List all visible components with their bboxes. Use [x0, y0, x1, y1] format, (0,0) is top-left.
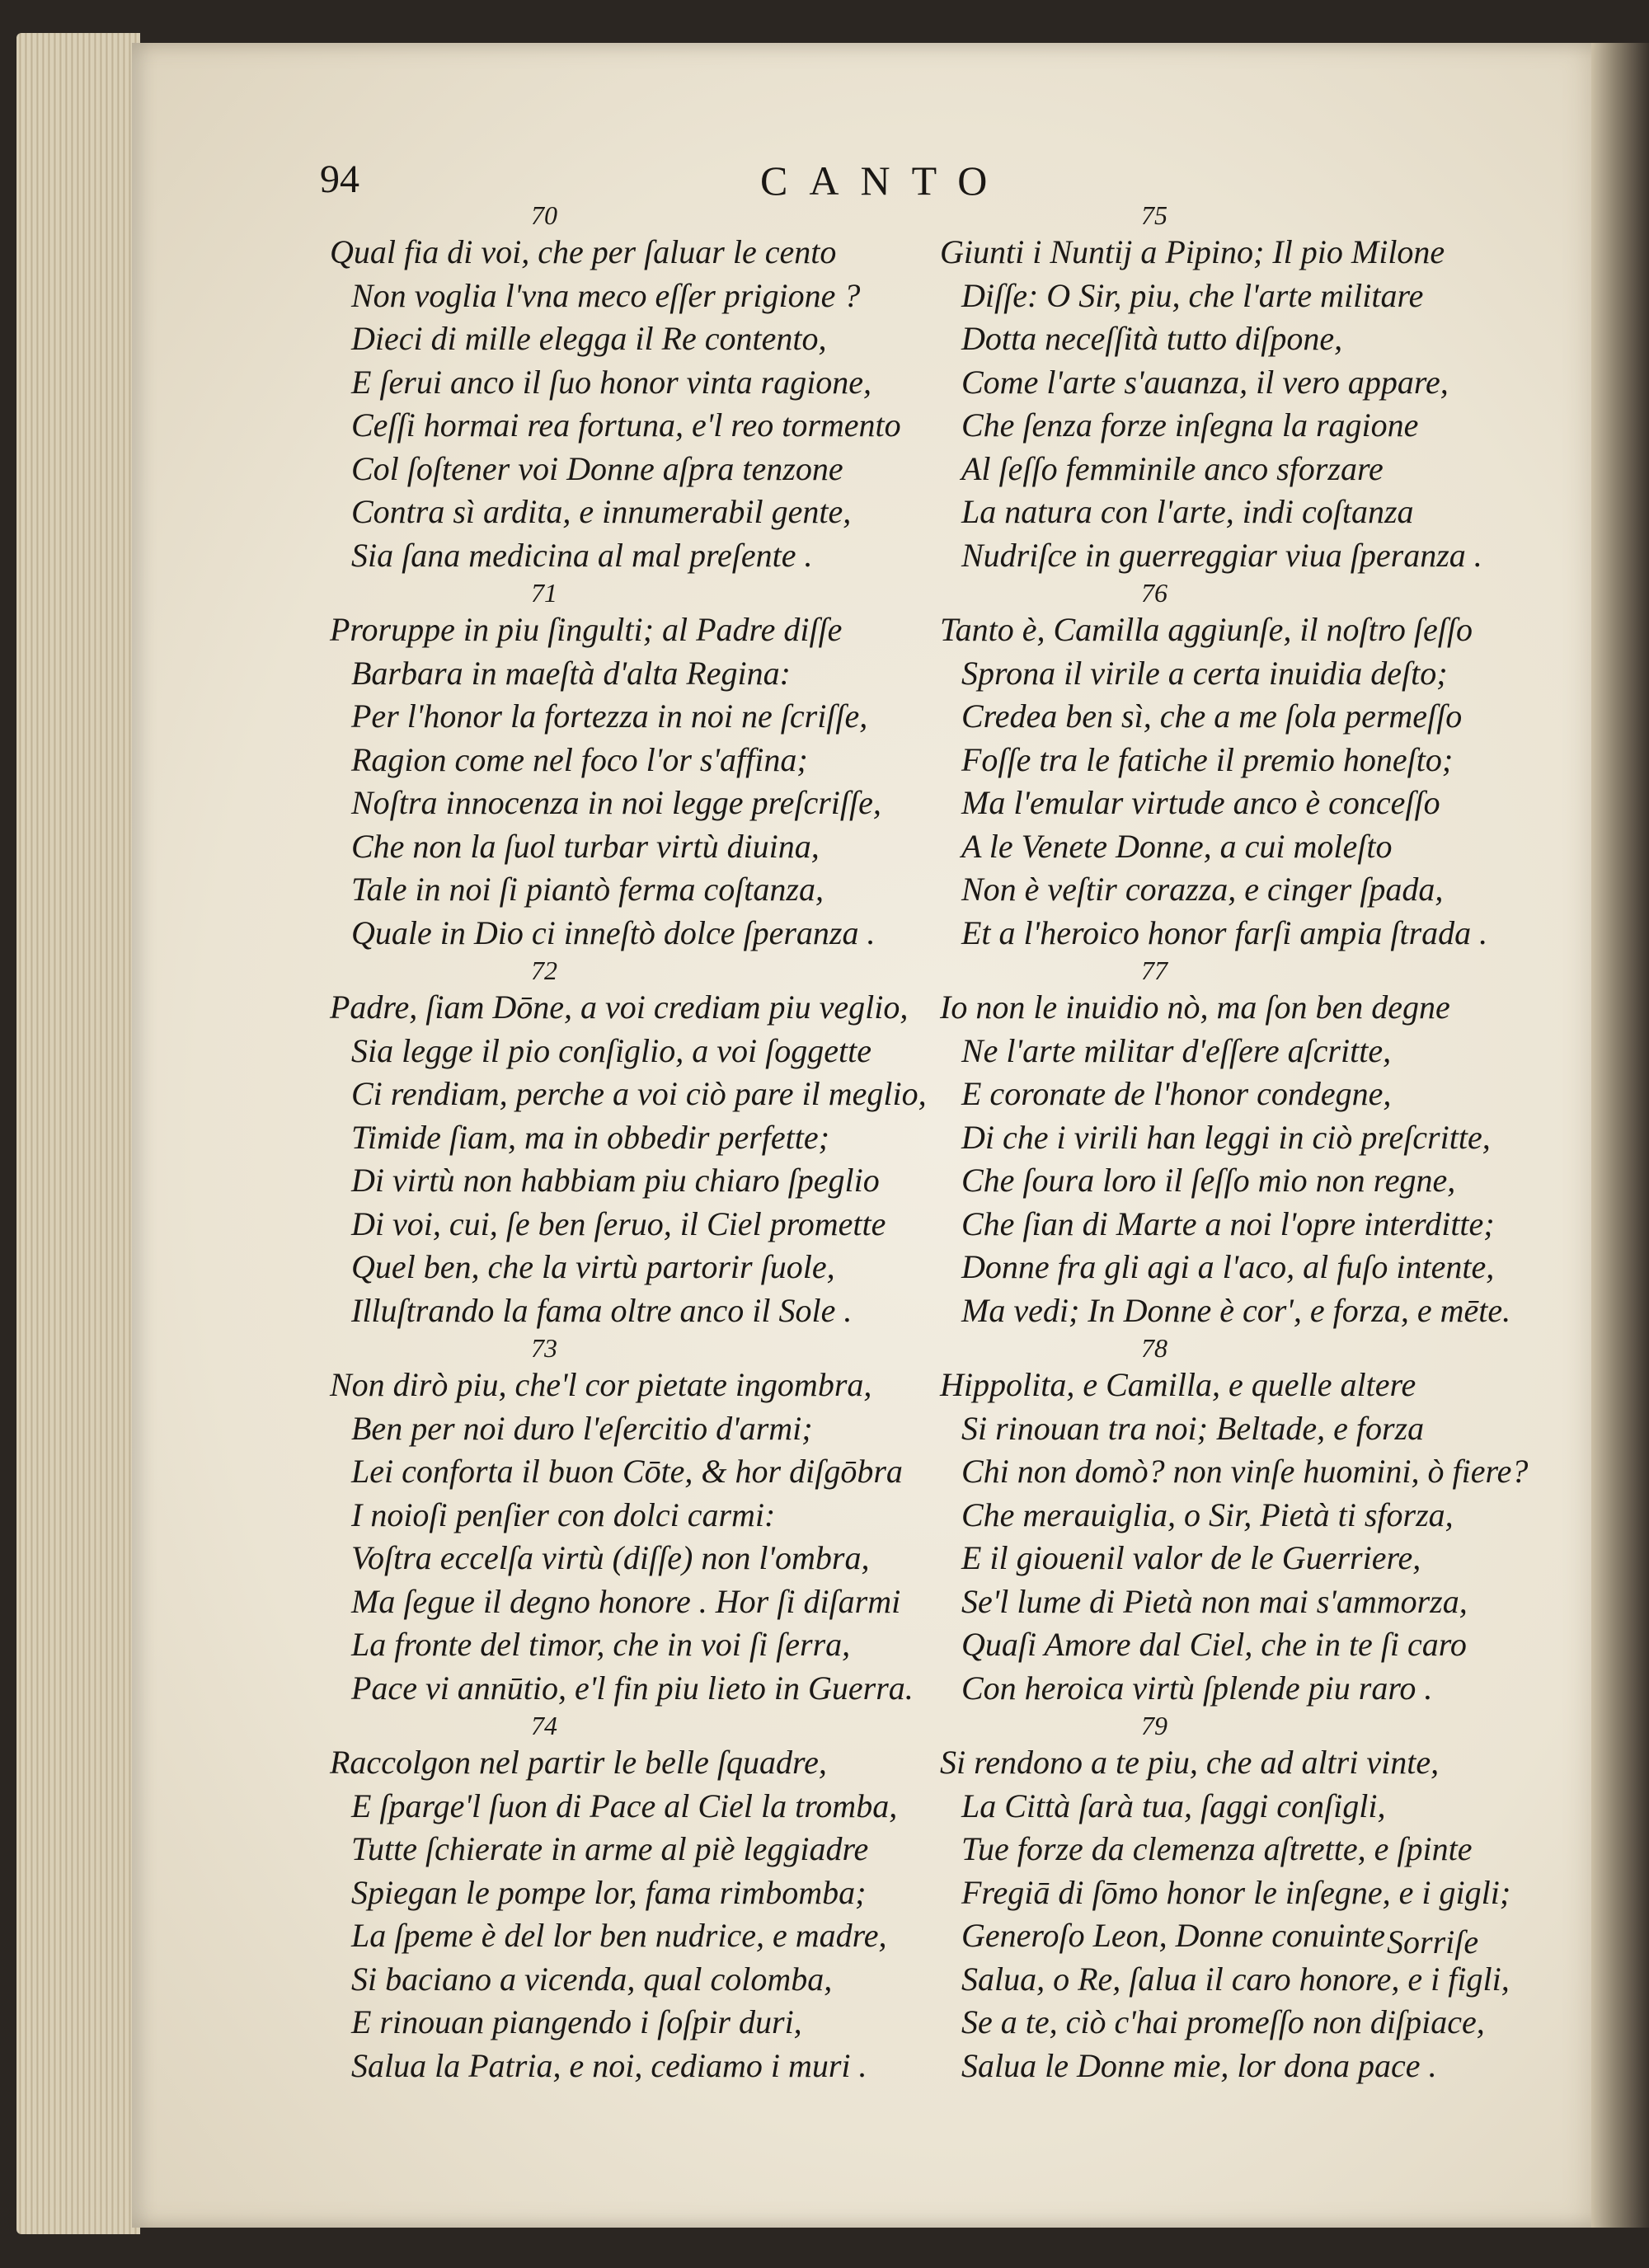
- verse-line: Quaſi Amore dal Ciel, che in te ſi caro: [961, 1626, 1467, 1663]
- verse-line: Hippolita, e Camilla, e quelle altere: [940, 1366, 1416, 1403]
- verse-line: Foſſe tra le fatiche il premio honeſto;: [961, 740, 1454, 778]
- verse-line: Voſtra eccelſa virtù (diſſe) non l'ombra,: [351, 1539, 870, 1576]
- stanza: [330, 577, 907, 955]
- verse-line: Si baciano a vicenda, qual colomba,: [351, 1960, 833, 1998]
- verse-line: Ceſſi hormai rea fortuna, e'l reo tormento: [351, 406, 901, 444]
- verse-line: Proruppe in piu ſingulti; al Padre diſſe: [330, 611, 843, 648]
- stanza: [330, 1332, 914, 1710]
- verse-line: Donne fra gli agi a l'aco, al fuſo intente,: [961, 1248, 1495, 1285]
- verse-line: Ma ſegue il degno honore . Hor ſi diſarmi: [351, 1582, 901, 1620]
- verse-line: Che ſenza forze inſegna la ragione: [961, 406, 1419, 444]
- verse-line: Con heroica virtù ſplende piu raro .: [961, 1669, 1433, 1707]
- verse-line: Se a te, ciò c'hai promeſſo non diſpiace,: [961, 2003, 1485, 2040]
- verse-line: Ma vedi; In Donne è cor', e forza, e mēte.: [961, 1291, 1511, 1329]
- verse-line: Come l'arte s'auanza, il vero appare,: [961, 363, 1449, 401]
- verse-line: Lei conforta il buon Cōte, & hor diſgōbra: [351, 1453, 903, 1490]
- verse-line: E ſerui anco il ſuo honor vinta ragione,: [351, 363, 872, 401]
- stanza-number: 76: [1141, 578, 1167, 608]
- verse-line: Contra sì ardita, e innumerabil gente,: [351, 493, 852, 530]
- stanza-number: 74: [531, 1711, 557, 1740]
- verse-line: I noioſi penſier con dolci carmi:: [351, 1496, 776, 1533]
- verse-line: Fregiā di ſōmo honor le inſegne, e i gigli;: [961, 1873, 1511, 1911]
- verse-line: Qual fia di voi, che per ſaluar le cento: [330, 233, 837, 270]
- verse-line: Si rendono a te piu, che ad altri vinte,: [940, 1744, 1440, 1781]
- verse-line: Ben per noi duro l'eſercitio d'armi;: [351, 1409, 813, 1447]
- verse-line: Non dirò piu, che'l cor pietate ingombra,: [330, 1366, 872, 1403]
- verse-line: Padre, ſiam Dōne, a voi crediam piu veglio,: [330, 988, 909, 1026]
- stanza-number: 79: [1141, 1711, 1167, 1740]
- stanza: [940, 955, 1517, 1332]
- verse-line: Di voi, cui, ſe ben ſeruo, il Ciel promette: [351, 1204, 886, 1242]
- page-number: 94: [320, 157, 359, 201]
- stanza-number: 71: [531, 578, 557, 608]
- verse-line: Salua, o Re, ſalua il caro honore, e i figli,: [961, 1960, 1510, 1998]
- verse-line: Tue forze da clemenza aſtrette, e ſpinte: [961, 1830, 1473, 1867]
- verse-line: Si rinouan tra noi; Beltade, e forza: [961, 1409, 1425, 1447]
- verse-line: E ſparge'l ſuon di Pace al Ciel la tromba,: [351, 1787, 898, 1824]
- verse-line: La Città ſarà tua, ſaggi conſigli,: [961, 1787, 1386, 1824]
- verse-line: Generoſo Leon, Donne conuinte: [961, 1917, 1385, 1954]
- verse-line: Col ſoſtener voi Donne aſpra tenzone: [351, 449, 843, 487]
- verse-line: La ſpeme è del lor ben nudrice, e madre,: [351, 1917, 887, 1954]
- verse-line: A le Venete Donne, a cui moleſto: [961, 827, 1393, 865]
- verse-line: Diſſe: O Sir, piu, che l'arte militare: [961, 276, 1424, 314]
- left-column: [330, 200, 927, 2087]
- stanza-number: 75: [1141, 200, 1167, 230]
- verse-line: Se'l lume di Pietà non mai s'ammorza,: [961, 1582, 1468, 1620]
- verse-line: Raccolgon nel partir le belle ſquadre,: [330, 1744, 827, 1781]
- stanza-number: 72: [531, 956, 557, 985]
- verse-line: Per l'honor la fortezza in noi ne ſcriſſe,: [351, 697, 868, 735]
- verse-line: Che merauiglia, o Sir, Pietà ti sforza,: [961, 1496, 1454, 1533]
- verse-line: Salua la Patria, e noi, cediamo i muri .: [351, 2046, 867, 2084]
- stanza: [330, 200, 907, 577]
- catchword: Sorriſe: [1387, 1923, 1479, 1960]
- stanza-number: 77: [1141, 956, 1167, 985]
- verse-line: Ne l'arte militar d'eſſere aſcritte,: [961, 1031, 1392, 1069]
- verse-line: E il giouenil valor de le Guerriere,: [961, 1539, 1421, 1576]
- verse-line: Che non la ſuol turbar virtù diuina,: [351, 827, 820, 865]
- verse-line: Che ſoura loro il ſeſſo mio non regne,: [961, 1162, 1456, 1199]
- verse-line: Nudriſce in guerreggiar viua ſperanza .: [961, 536, 1482, 574]
- stanza-number: 78: [1141, 1333, 1167, 1363]
- verse-line: Io non le inuidio nò, ma ſon ben degne: [940, 988, 1450, 1026]
- verse-line: La natura con l'arte, indi coſtanza: [961, 493, 1414, 530]
- verse-line: Pace vi annūtio, e'l fin piu lieto in Guerra.: [351, 1669, 914, 1707]
- verse-line: Di virtù non habbiam piu chiaro ſpeglio: [351, 1162, 880, 1199]
- stanza: [940, 1332, 1529, 1710]
- verse-line: Quel ben, che la virtù partorir ſuole,: [351, 1248, 835, 1285]
- verse-line: Et a l'heroico honor farſi ampia ſtrada .: [961, 913, 1488, 951]
- verse-line: Quale in Dio ci inneſtò dolce ſperanza .: [351, 913, 876, 951]
- verse-line: Salua le Donne mie, lor dona pace .: [961, 2046, 1437, 2084]
- verse-line: Al ſeſſo femminile anco sforzare: [961, 449, 1384, 487]
- stanza: [330, 1710, 907, 2087]
- verse-line: E coronate de l'honor condegne,: [961, 1075, 1392, 1112]
- verse-line: Tutte ſchierate in arme al piè leggiadre: [351, 1830, 869, 1867]
- verse-line: Sprona il virile a certa inuidia deſto;: [961, 654, 1448, 692]
- verse-line: Non voglia l'vna meco eſſer prigione ?: [351, 276, 861, 314]
- stanza: [940, 1710, 1517, 2087]
- verse-line: Noſtra innocenza in noi legge preſcriſſe,: [351, 784, 881, 821]
- stanza: [330, 955, 927, 1332]
- verse-line: Che ſian di Marte a noi l'opre interditte;: [961, 1204, 1495, 1242]
- verse-line: Illuſtrando la fama oltre anco il Sole .: [351, 1291, 853, 1329]
- verse-line: Timide ſiam, ma in obbedir perfette;: [351, 1118, 829, 1156]
- running-head: CANTO: [760, 157, 1009, 204]
- verse-line: Dieci di mille elegga il Re contento,: [351, 320, 827, 357]
- verse-line: Dotta neceſſità tutto diſpone,: [961, 320, 1343, 357]
- book-gutter: [1591, 43, 1649, 2228]
- right-column: [940, 200, 1529, 2087]
- verse-line: Barbara in maeſtà d'alta Regina:: [351, 654, 791, 692]
- verse-line: Sia ſana medicina al mal preſente .: [351, 536, 813, 574]
- stanza: [940, 200, 1517, 577]
- verse-line: Sia legge il pio conſiglio, a voi ſoggette: [351, 1031, 871, 1069]
- stanza-number: 70: [531, 200, 557, 230]
- verse-line: Tanto è, Camilla aggiunſe, il noſtro ſeſſo: [940, 611, 1473, 648]
- verse-line: Giunti i Nuntij a Pipino; Il pio Milone: [940, 233, 1445, 270]
- verse-line: Credea ben sì, che a me ſola permeſſo: [961, 697, 1463, 735]
- verse-line: E rinouan piangendo i ſoſpir duri,: [351, 2003, 802, 2040]
- verse-line: La fronte del timor, che in voi ſi ſerra,: [351, 1626, 851, 1663]
- stanza: [940, 577, 1517, 955]
- stanza-number: 73: [531, 1333, 557, 1363]
- book-page-edges: [16, 33, 140, 2234]
- verse-line: Chi non domò? non vinſe huomini, ò fiere?: [961, 1453, 1529, 1490]
- verse-line: Ma l'emular virtude anco è conceſſo: [961, 784, 1440, 821]
- verse-line: Di che i virili han leggi in ciò preſcritte,: [961, 1118, 1491, 1156]
- verse-line: Tale in noi ſi piantò ferma coſtanza,: [351, 871, 824, 908]
- verse-line: Non è veſtir corazza, e cinger ſpada,: [961, 871, 1444, 908]
- verse-line: Ci rendiam, perche a voi ciò pare il meglio,: [351, 1075, 927, 1112]
- verse-line: Spiegan le pompe lor, fama rimbomba;: [351, 1873, 867, 1911]
- verse-line: Ragion come nel foco l'or s'affina;: [351, 740, 808, 778]
